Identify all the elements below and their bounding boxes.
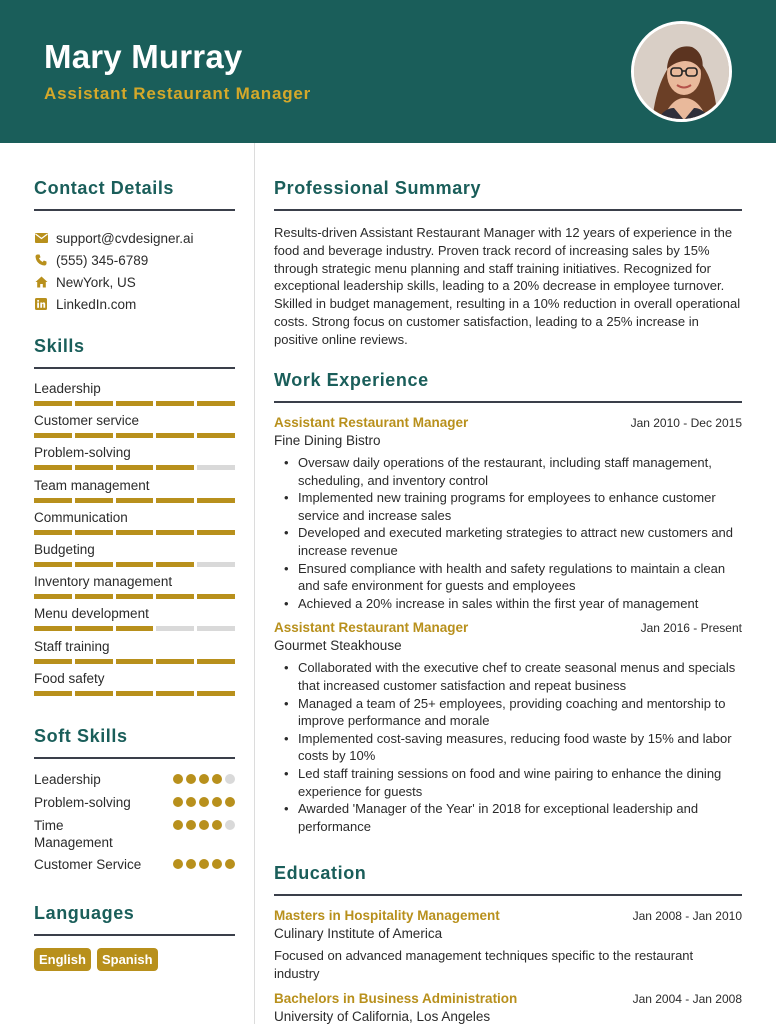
skill-level-segment — [75, 498, 113, 503]
soft-skill-label: Time Management — [34, 818, 113, 850]
skill-level-segment — [34, 465, 72, 470]
skill-item — [34, 409, 235, 441]
phone-icon — [34, 253, 48, 267]
job-employer: Gourmet Steakhouse — [274, 638, 402, 654]
job-bullets — [274, 659, 742, 835]
skill-level-bar — [34, 498, 235, 503]
bullet-item: • Ensured compliance with health and safety regulations to maintain a clean and safe environment for guests and employees — [274, 560, 742, 595]
skill-level-segment — [34, 401, 72, 406]
rating-dot — [199, 774, 209, 784]
skill-level-segment — [34, 530, 72, 535]
soft-skill-label: Customer Service — [34, 857, 142, 872]
skill-level-bar — [34, 562, 235, 567]
skill-level-segment — [197, 401, 235, 406]
skill-level-segment — [34, 498, 72, 503]
rating-dot — [199, 859, 209, 869]
skill-level-segment — [75, 465, 113, 470]
rating-dot — [173, 774, 183, 784]
soft-skill-item — [34, 794, 235, 811]
skill-level-segment — [116, 626, 154, 631]
home-icon — [34, 275, 48, 289]
contact-list — [34, 227, 235, 315]
language-tag: English — [34, 948, 91, 971]
skill-level-segment — [75, 433, 113, 438]
rating-dot — [212, 797, 222, 807]
skill-level-segment — [156, 562, 194, 567]
contact-email-text: support@cvdesigner.ai — [56, 230, 194, 246]
education-section — [274, 863, 742, 1024]
skill-label: Food safety — [34, 670, 105, 686]
skill-level-segment — [116, 530, 154, 535]
rating-dot — [173, 797, 183, 807]
skill-level-segment — [197, 562, 235, 567]
soft-skill-label: Problem-solving — [34, 795, 131, 810]
soft-skill-rating — [173, 771, 235, 788]
contact-linkedin-text: LinkedIn.com — [56, 296, 137, 312]
soft-skill-item — [34, 856, 235, 873]
skills-section — [34, 336, 235, 699]
education-heading: Education — [274, 863, 367, 883]
skill-level-bar — [34, 659, 235, 664]
soft-skills-section — [34, 726, 235, 879]
skill-level-segment — [116, 433, 154, 438]
column-divider — [254, 143, 255, 1024]
skill-level-segment — [197, 530, 235, 535]
skill-item — [34, 602, 235, 634]
job-bullets — [274, 454, 742, 612]
skill-level-segment — [116, 691, 154, 696]
skill-label: Problem-solving — [34, 445, 131, 461]
education-dates: Jan 2008 - Jan 2010 — [632, 909, 742, 923]
rating-dot — [225, 820, 235, 830]
candidate-name: Mary Murray — [44, 38, 243, 75]
skill-level-segment — [34, 433, 72, 438]
skill-level-segment — [156, 498, 194, 503]
languages-section — [34, 903, 235, 971]
skill-level-segment — [75, 594, 113, 599]
portrait-image — [634, 24, 732, 122]
profile-photo — [631, 21, 732, 122]
skill-level-segment — [116, 498, 154, 503]
skill-level-segment — [34, 562, 72, 567]
job-employer: Fine Dining Bistro — [274, 433, 381, 448]
skill-level-segment — [197, 498, 235, 503]
contact-phone-text: (555) 345-6789 — [56, 252, 149, 268]
job-entry — [274, 620, 742, 835]
experience-heading: Work Experience — [274, 370, 429, 390]
skill-level-segment — [197, 433, 235, 438]
soft-skill-rating — [173, 817, 235, 851]
skill-level-segment — [116, 465, 154, 470]
contact-phone[interactable] — [34, 249, 235, 271]
skill-level-segment — [156, 626, 194, 631]
contact-location — [34, 271, 235, 293]
degree-title: Bachelors in Business Administration — [274, 990, 518, 1006]
bullet-item: • Collaborated with the executive chef to create seasonal menus and specials that increased customer satisfaction and repeat business — [274, 659, 742, 694]
section-rule — [34, 367, 235, 369]
skill-level-segment — [75, 691, 113, 696]
skill-label: Budgeting — [34, 541, 95, 557]
rating-dot — [225, 859, 235, 869]
education-note: Focused on advanced management techniques specific to the restaurant industry — [274, 948, 694, 981]
job-title: Assistant Restaurant Manager — [274, 620, 469, 636]
skill-level-segment — [156, 691, 194, 696]
skill-level-segment — [34, 594, 72, 599]
skill-level-segment — [75, 562, 113, 567]
job-title: Assistant Restaurant Manager — [274, 415, 469, 430]
skill-level-bar — [34, 691, 235, 696]
skill-label: Team management — [34, 477, 150, 493]
skill-level-segment — [116, 401, 154, 406]
skill-level-segment — [75, 401, 113, 406]
bullet-item: • Awarded 'Manager of the Year' in 2018 for exceptional leadership and performance — [274, 800, 742, 835]
rating-dot — [186, 820, 196, 830]
rating-dot — [186, 797, 196, 807]
soft-skills-heading: Soft Skills — [34, 726, 128, 746]
school-name: University of California, Los Angeles — [274, 1008, 491, 1024]
skill-level-segment — [197, 659, 235, 664]
contact-linkedin[interactable] — [34, 293, 235, 315]
skill-level-segment — [75, 659, 113, 664]
section-rule — [34, 934, 235, 936]
skill-level-segment — [156, 530, 194, 535]
section-rule — [274, 401, 742, 403]
language-tag: Spanish — [97, 948, 158, 971]
rating-dot — [186, 859, 196, 869]
skill-level-segment — [34, 659, 72, 664]
rating-dot — [199, 820, 209, 830]
education-dates: Jan 2004 - Jan 2008 — [632, 991, 742, 1006]
skill-item — [34, 667, 235, 699]
skill-level-segment — [116, 659, 154, 664]
job-dates: Jan 2016 - Present — [640, 621, 742, 636]
skill-level-segment — [156, 433, 194, 438]
skill-level-segment — [197, 626, 235, 631]
skill-level-segment — [75, 626, 113, 631]
skill-level-segment — [34, 691, 72, 696]
skill-level-segment — [197, 691, 235, 696]
rating-dot — [186, 774, 196, 784]
skill-label: Leadership — [34, 381, 101, 396]
bullet-item: • Implemented new training programs for employees to enhance customer service and increase sales — [274, 489, 742, 524]
skill-level-segment — [156, 465, 194, 470]
contact-email[interactable] — [34, 227, 235, 249]
section-rule — [274, 209, 742, 211]
education-entry — [274, 908, 742, 983]
job-dates: Jan 2010 - Dec 2015 — [630, 416, 742, 430]
experience-section — [274, 370, 742, 835]
candidate-title: Assistant Restaurant Manager — [44, 84, 312, 103]
skill-level-bar — [34, 594, 235, 599]
skill-label: Menu development — [34, 606, 149, 622]
skill-item — [34, 506, 235, 538]
skill-item — [34, 538, 235, 570]
rating-dot — [199, 797, 209, 807]
soft-skill-rating — [173, 794, 235, 811]
skill-level-segment — [197, 594, 235, 599]
bullet-item: • Developed and executed marketing strategies to attract new customers and increase revenue — [274, 524, 742, 559]
section-rule — [34, 209, 235, 211]
bullet-item: • Achieved a 20% increase in sales within the first year of management — [274, 595, 742, 613]
skill-item — [34, 635, 235, 667]
soft-skill-rating — [173, 856, 235, 873]
skill-level-bar — [34, 530, 235, 535]
skill-level-segment — [156, 594, 194, 599]
skill-label: Staff training — [34, 638, 110, 654]
skills-list — [34, 377, 235, 699]
rating-dot — [212, 820, 222, 830]
rating-dot — [212, 859, 222, 869]
skill-item — [34, 474, 235, 506]
bullet-item: • Managed a team of 25+ employees, providing coaching and mentorship to improve performance and morale — [274, 695, 742, 730]
skill-level-segment — [116, 562, 154, 567]
rating-dot — [225, 797, 235, 807]
degree-title: Masters in Hospitality Management — [274, 908, 500, 923]
skill-item — [34, 377, 235, 409]
skill-label: Inventory management — [34, 574, 173, 590]
skills-heading: Skills — [34, 336, 85, 356]
languages-heading: Languages — [34, 903, 135, 923]
rating-dot — [212, 774, 222, 784]
school-name: Culinary Institute of America — [274, 926, 443, 941]
summary-section — [274, 178, 742, 349]
contact-location-text: NewYork, US — [56, 274, 136, 290]
rating-dot — [173, 859, 183, 869]
header-banner — [0, 0, 776, 143]
skill-item — [34, 570, 235, 602]
bullet-item: • Oversaw daily operations of the restaurant, including staff management, scheduling, and inventory control — [274, 454, 742, 489]
section-rule — [34, 757, 235, 759]
skill-label: Communication — [34, 509, 128, 525]
contact-section — [34, 178, 235, 315]
soft-skill-item — [34, 771, 235, 788]
rating-dot — [173, 820, 183, 830]
skill-level-bar — [34, 401, 235, 406]
education-entry — [274, 991, 742, 1024]
section-rule — [274, 894, 742, 896]
skill-level-segment — [34, 626, 72, 631]
rating-dot — [225, 774, 235, 784]
skill-level-segment — [75, 530, 113, 535]
skill-label: Customer service — [34, 413, 140, 429]
skill-level-segment — [156, 659, 194, 664]
soft-skill-item — [34, 817, 235, 851]
bullet-item: • Led staff training sessions on food and wine pairing to enhance the dining experience for guests — [274, 765, 742, 800]
soft-skills-list — [34, 771, 235, 873]
summary-text: Results-driven Assistant Restaurant Manager with 12 years of experience in the food and beverage industry. Proven track record of increasing sales by 15% through strategic menu planning and staff training initiatives. Recognized for exceptional leadership skills, leading to a 20% decrease in employee turnover. Skilled in budget management, resulting in a 10% reduction in overall operational costs. Strong focus on customer satisfaction, leading to a 25% increase in positive online reviews. — [274, 225, 741, 347]
skill-level-bar — [34, 626, 235, 631]
job-entry — [274, 415, 742, 612]
linkedin-icon — [34, 297, 48, 311]
bullet-item: • Implemented cost-saving measures, reducing food waste by 15% and labor costs by 10% — [274, 730, 742, 765]
skill-level-segment — [197, 465, 235, 470]
soft-skill-label: Leadership — [34, 772, 101, 787]
envelope-icon — [34, 231, 48, 245]
contact-heading: Contact Details — [34, 178, 175, 198]
languages-list — [34, 948, 235, 971]
summary-heading: Professional Summary — [274, 178, 482, 198]
skill-level-segment — [156, 401, 194, 406]
skill-level-segment — [116, 594, 154, 599]
skill-level-bar — [34, 465, 235, 470]
skill-level-bar — [34, 433, 235, 438]
skill-item — [34, 441, 235, 473]
